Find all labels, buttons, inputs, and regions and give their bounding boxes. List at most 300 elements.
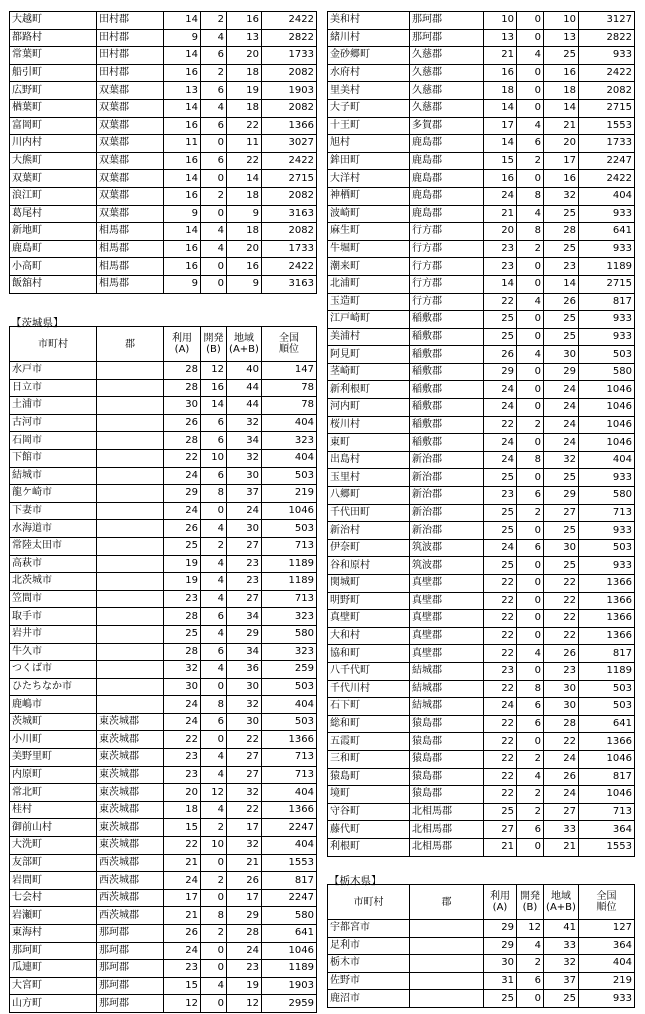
gun-cell: [97, 485, 164, 503]
riyo-cell: 25: [484, 504, 517, 522]
table-row: [10, 99, 317, 117]
riyo-cell: 16: [164, 258, 201, 276]
chiiki-cell: 16: [544, 64, 579, 82]
table-row: [328, 275, 635, 293]
rank-cell: 2422: [579, 170, 635, 188]
riyo-cell: 25: [484, 803, 517, 821]
riyo-cell: 20: [484, 223, 517, 241]
city-cell: 新利根町: [328, 381, 410, 399]
kaihatsu-cell: 6: [201, 467, 227, 485]
gun-cell: 稲敷郡: [410, 399, 484, 417]
chiiki-cell: 26: [544, 293, 579, 311]
riyo-cell: 16: [484, 64, 517, 82]
rank-cell: 503: [262, 713, 317, 731]
kaihatsu-cell: 0: [517, 381, 544, 399]
riyo-cell: 22: [484, 416, 517, 434]
riyo-cell: 22: [164, 449, 201, 467]
gun-cell: 双葉郡: [97, 170, 164, 188]
city-cell: 河内町: [328, 399, 410, 417]
city-cell: 七会村: [10, 889, 97, 907]
rank-cell: 1046: [579, 381, 635, 399]
rank-cell: 1553: [579, 838, 635, 856]
riyo-cell: 12: [164, 995, 201, 1013]
city-cell: 鹿嶋市: [10, 696, 97, 714]
gun-cell: 鹿島郡: [410, 170, 484, 188]
riyo-cell: 29: [164, 485, 201, 503]
riyo-cell: 23: [164, 960, 201, 978]
rank-cell: 404: [579, 955, 635, 973]
rank-cell: 404: [262, 784, 317, 802]
rank-cell: 503: [579, 680, 635, 698]
gun-cell: 久慈郡: [410, 99, 484, 117]
city-cell: 常葉町: [10, 47, 97, 65]
gun-cell: 猿島郡: [410, 733, 484, 751]
rank-cell: 1046: [579, 786, 635, 804]
chiiki-cell: 18: [227, 223, 262, 241]
riyo-cell: 22: [484, 733, 517, 751]
riyo-cell: 25: [164, 625, 201, 643]
riyo-cell: 16: [164, 187, 201, 205]
kaihatsu-cell: 8: [517, 680, 544, 698]
city-cell: 船引町: [10, 64, 97, 82]
kaihatsu-cell: 4: [201, 573, 227, 591]
riyo-cell: 15: [484, 152, 517, 170]
chiiki-cell: 24: [544, 399, 579, 417]
riyo-cell: 24: [484, 381, 517, 399]
rank-cell: 933: [579, 990, 635, 1008]
city-cell: 金砂郷町: [328, 47, 410, 65]
riyo-cell: 24: [484, 539, 517, 557]
table-row: [10, 467, 317, 485]
kaihatsu-cell: 4: [517, 47, 544, 65]
table-row: [328, 187, 635, 205]
city-cell: 玉里村: [328, 469, 410, 487]
table-row: [10, 432, 317, 450]
city-cell: 古河市: [10, 414, 97, 432]
kaihatsu-cell: 4: [201, 749, 227, 767]
tochigi-table: [327, 884, 635, 1008]
rank-cell: 2822: [262, 29, 317, 47]
city-cell: 明野町: [328, 592, 410, 610]
gun-cell: [97, 379, 164, 397]
city-cell: 麻生町: [328, 223, 410, 241]
rank-cell: 1733: [262, 47, 317, 65]
city-cell: 猿島町: [328, 768, 410, 786]
rank-cell: 713: [262, 537, 317, 555]
table-row: [328, 786, 635, 804]
gun-cell: 猿島郡: [410, 715, 484, 733]
chiiki-cell: 25: [544, 47, 579, 65]
chiiki-cell: 30: [544, 698, 579, 716]
table-row: [328, 698, 635, 716]
table-row: [328, 504, 635, 522]
gun-cell: [97, 608, 164, 626]
chiiki-cell: 19: [227, 977, 262, 995]
kaihatsu-cell: 0: [517, 662, 544, 680]
kaihatsu-cell: 6: [201, 152, 227, 170]
chiiki-cell: 18: [544, 82, 579, 100]
city-cell: 日立市: [10, 379, 97, 397]
riyo-cell: 24: [164, 942, 201, 960]
rank-cell: 219: [579, 972, 635, 990]
gun-cell: 田村郡: [97, 12, 164, 30]
chiiki-cell: 24: [544, 381, 579, 399]
table-row: [10, 590, 317, 608]
kaihatsu-cell: 0: [517, 733, 544, 751]
kaihatsu-cell: 2: [517, 750, 544, 768]
ibaraki-table-left: [9, 326, 317, 1013]
riyo-cell: 17: [484, 117, 517, 135]
gun-cell: 双葉郡: [97, 205, 164, 223]
city-cell: 関城町: [328, 575, 410, 593]
kaihatsu-cell: 2: [517, 504, 544, 522]
kaihatsu-cell: 6: [201, 82, 227, 100]
chiiki-cell: 28: [227, 925, 262, 943]
table-row: [328, 662, 635, 680]
riyo-cell: 18: [484, 82, 517, 100]
gun-cell: 真壁郡: [410, 575, 484, 593]
riyo-cell: 28: [164, 643, 201, 661]
table-row: [328, 223, 635, 241]
rank-cell: 2822: [579, 29, 635, 47]
chiiki-cell: 30: [544, 539, 579, 557]
kaihatsu-cell: 0: [517, 29, 544, 47]
chiiki-cell: 30: [544, 346, 579, 364]
chiiki-cell: 44: [227, 379, 262, 397]
table-row: [328, 346, 635, 364]
table-row: [328, 937, 635, 955]
kaihatsu-cell: 4: [201, 766, 227, 784]
city-cell: 岩井市: [10, 625, 97, 643]
kaihatsu-cell: 6: [517, 539, 544, 557]
rank-cell: 259: [262, 661, 317, 679]
gun-cell: 行方郡: [410, 275, 484, 293]
rank-cell: 580: [262, 907, 317, 925]
riyo-cell: 20: [164, 784, 201, 802]
city-cell: 友部町: [10, 854, 97, 872]
city-cell: 北茨城市: [10, 573, 97, 591]
city-cell: 牛堀町: [328, 240, 410, 258]
chiiki-cell: 32: [227, 414, 262, 432]
gun-cell: [410, 937, 484, 955]
rank-cell: 641: [579, 715, 635, 733]
riyo-cell: 22: [484, 293, 517, 311]
chiiki-cell: 20: [544, 135, 579, 153]
city-cell: 結城市: [10, 467, 97, 485]
rank-cell: 503: [579, 346, 635, 364]
table-row: [328, 399, 635, 417]
rank-cell: 1046: [579, 416, 635, 434]
gun-cell: [97, 362, 164, 380]
kaihatsu-cell: 4: [517, 346, 544, 364]
kaihatsu-cell: 6: [517, 135, 544, 153]
chiiki-cell: 41: [544, 920, 579, 938]
riyo-cell: 23: [484, 240, 517, 258]
city-cell: 桜川村: [328, 416, 410, 434]
kaihatsu-cell: 6: [201, 117, 227, 135]
gun-cell: 田村郡: [97, 29, 164, 47]
kaihatsu-cell: 8: [517, 451, 544, 469]
riyo-cell: 15: [164, 977, 201, 995]
chiiki-cell: 25: [544, 205, 579, 223]
gun-cell: 猿島郡: [410, 750, 484, 768]
kaihatsu-cell: 4: [201, 223, 227, 241]
kaihatsu-cell: 6: [201, 713, 227, 731]
chiiki-cell: 23: [544, 662, 579, 680]
chiiki-cell: 34: [227, 643, 262, 661]
rank-cell: 1366: [579, 592, 635, 610]
riyo-cell: 22: [484, 768, 517, 786]
rank-cell: 1366: [579, 733, 635, 751]
chiiki-cell: 22: [544, 627, 579, 645]
chiiki-cell: 28: [544, 223, 579, 241]
riyo-cell: 13: [164, 82, 201, 100]
chiiki-cell: 16: [227, 12, 262, 30]
gun-cell: 東茨城郡: [97, 819, 164, 837]
riyo-cell: 25: [484, 328, 517, 346]
kaihatsu-cell: 0: [201, 135, 227, 153]
gun-cell: 北相馬郡: [410, 838, 484, 856]
rank-cell: 3163: [262, 205, 317, 223]
header-kaihatsu: 開発 (B): [517, 885, 544, 920]
kaihatsu-cell: 6: [517, 698, 544, 716]
table-row: [10, 12, 317, 30]
table-row: [10, 397, 317, 415]
table-row: [328, 135, 635, 153]
gun-cell: 久慈郡: [410, 47, 484, 65]
kaihatsu-cell: 4: [201, 29, 227, 47]
riyo-cell: 9: [164, 29, 201, 47]
gun-cell: 稲敷郡: [410, 328, 484, 346]
gun-cell: 稲敷郡: [410, 416, 484, 434]
chiiki-cell: 25: [544, 990, 579, 1008]
chiiki-cell: 22: [544, 592, 579, 610]
rank-cell: 2422: [579, 64, 635, 82]
chiiki-cell: 32: [227, 784, 262, 802]
chiiki-cell: 24: [227, 502, 262, 520]
table-row: [10, 187, 317, 205]
riyo-cell: 24: [484, 451, 517, 469]
table-row: [10, 925, 317, 943]
table-row: [328, 487, 635, 505]
city-cell: 常北町: [10, 784, 97, 802]
gun-cell: 東茨城郡: [97, 766, 164, 784]
rank-cell: 364: [579, 821, 635, 839]
riyo-cell: 22: [484, 786, 517, 804]
chiiki-cell: 25: [544, 240, 579, 258]
riyo-cell: 21: [164, 854, 201, 872]
chiiki-cell: 34: [227, 432, 262, 450]
header-chiiki: 地域 (A+B): [227, 327, 262, 362]
kaihatsu-cell: 0: [517, 592, 544, 610]
chiiki-cell: 22: [227, 801, 262, 819]
city-cell: 東町: [328, 434, 410, 452]
riyo-cell: 30: [164, 678, 201, 696]
riyo-cell: 24: [484, 434, 517, 452]
table-row: [10, 82, 317, 100]
riyo-cell: 31: [484, 972, 517, 990]
kaihatsu-cell: 6: [201, 608, 227, 626]
chiiki-cell: 23: [227, 960, 262, 978]
gun-cell: [97, 449, 164, 467]
city-cell: 東海村: [10, 925, 97, 943]
kaihatsu-cell: 4: [517, 117, 544, 135]
rank-cell: 713: [262, 766, 317, 784]
chiiki-cell: 32: [227, 837, 262, 855]
chiiki-cell: 21: [544, 838, 579, 856]
gun-cell: 行方郡: [410, 258, 484, 276]
riyo-cell: 24: [484, 187, 517, 205]
chiiki-cell: 14: [544, 275, 579, 293]
rank-cell: 641: [579, 223, 635, 241]
table-row: [328, 955, 635, 973]
city-cell: 八郷町: [328, 487, 410, 505]
city-cell: 十王町: [328, 117, 410, 135]
riyo-cell: 23: [484, 662, 517, 680]
table-row: [10, 696, 317, 714]
table-row: [10, 801, 317, 819]
table-row: [328, 627, 635, 645]
kaihatsu-cell: 12: [201, 784, 227, 802]
chiiki-cell: 22: [544, 575, 579, 593]
table-row: [10, 258, 317, 276]
header-riyo: 利用 (A): [484, 885, 517, 920]
rank-cell: 404: [262, 449, 317, 467]
chiiki-cell: 16: [544, 170, 579, 188]
rank-cell: 1189: [262, 555, 317, 573]
rank-cell: 1903: [262, 82, 317, 100]
rank-cell: 2082: [262, 99, 317, 117]
city-cell: 鹿島町: [10, 240, 97, 258]
riyo-cell: 26: [484, 346, 517, 364]
city-cell: 川内村: [10, 135, 97, 153]
header-rank: 全国 順位: [262, 327, 317, 362]
kaihatsu-cell: 4: [517, 645, 544, 663]
gun-cell: 那珂郡: [97, 977, 164, 995]
rank-cell: 2247: [579, 152, 635, 170]
chiiki-cell: 34: [227, 608, 262, 626]
chiiki-cell: 21: [544, 117, 579, 135]
kaihatsu-cell: 0: [201, 995, 227, 1013]
rank-cell: 933: [579, 469, 635, 487]
table-row: [328, 152, 635, 170]
gun-cell: 真壁郡: [410, 610, 484, 628]
city-cell: 伊奈町: [328, 539, 410, 557]
rank-cell: 1189: [262, 960, 317, 978]
city-cell: ひたちなか市: [10, 678, 97, 696]
kaihatsu-cell: 0: [517, 990, 544, 1008]
kaihatsu-cell: 0: [201, 889, 227, 907]
table-row: [10, 749, 317, 767]
gun-cell: [410, 990, 484, 1008]
gun-cell: 行方郡: [410, 223, 484, 241]
chiiki-cell: 37: [227, 485, 262, 503]
gun-cell: 田村郡: [97, 64, 164, 82]
chiiki-cell: 20: [227, 47, 262, 65]
gun-cell: [97, 502, 164, 520]
chiiki-cell: 10: [544, 12, 579, 30]
city-cell: 潮来町: [328, 258, 410, 276]
chiiki-cell: 23: [227, 573, 262, 591]
table-row: [10, 678, 317, 696]
chiiki-cell: 19: [227, 82, 262, 100]
gun-cell: 東茨城郡: [97, 801, 164, 819]
riyo-cell: 14: [164, 99, 201, 117]
rank-cell: 1366: [262, 117, 317, 135]
rank-cell: 1189: [579, 662, 635, 680]
riyo-cell: 17: [164, 889, 201, 907]
chiiki-cell: 25: [544, 311, 579, 329]
city-cell: 下館市: [10, 449, 97, 467]
riyo-cell: 23: [484, 487, 517, 505]
city-cell: 北浦町: [328, 275, 410, 293]
chiiki-cell: 14: [227, 170, 262, 188]
table-row: [328, 838, 635, 856]
riyo-cell: 14: [164, 223, 201, 241]
rank-cell: 1046: [262, 942, 317, 960]
kaihatsu-cell: 6: [201, 643, 227, 661]
riyo-cell: 25: [484, 522, 517, 540]
kaihatsu-cell: 0: [201, 502, 227, 520]
riyo-cell: 9: [164, 205, 201, 223]
chiiki-cell: 32: [227, 449, 262, 467]
riyo-cell: 15: [164, 819, 201, 837]
city-cell: 葛尾村: [10, 205, 97, 223]
riyo-cell: 21: [484, 47, 517, 65]
rank-cell: 713: [262, 749, 317, 767]
city-cell: 谷和原村: [328, 557, 410, 575]
table-row: [328, 920, 635, 938]
kaihatsu-cell: 4: [201, 520, 227, 538]
riyo-cell: 16: [484, 170, 517, 188]
table-row: [328, 469, 635, 487]
gun-cell: 東茨城郡: [97, 837, 164, 855]
chiiki-cell: 14: [544, 99, 579, 117]
chiiki-cell: 27: [227, 749, 262, 767]
rank-cell: 713: [579, 803, 635, 821]
gun-cell: 新治郡: [410, 451, 484, 469]
kaihatsu-cell: 0: [517, 170, 544, 188]
gun-cell: 稲敷郡: [410, 311, 484, 329]
rank-cell: 1046: [262, 502, 317, 520]
ibaraki-rows-left: [10, 362, 317, 1013]
rank-cell: 933: [579, 522, 635, 540]
riyo-cell: 25: [484, 469, 517, 487]
chiiki-cell: 17: [227, 889, 262, 907]
rank-cell: 2082: [579, 82, 635, 100]
city-cell: 龍ケ崎市: [10, 485, 97, 503]
rank-cell: 503: [262, 467, 317, 485]
table-row: [10, 240, 317, 258]
rank-cell: 580: [262, 625, 317, 643]
table-row: [10, 907, 317, 925]
table-row: [328, 416, 635, 434]
table-row: [328, 575, 635, 593]
gun-cell: 結城郡: [410, 680, 484, 698]
kaihatsu-cell: 4: [517, 205, 544, 223]
table-row: [10, 537, 317, 555]
city-cell: 三和町: [328, 750, 410, 768]
rank-cell: 78: [262, 379, 317, 397]
tochigi-rows: [328, 920, 635, 1008]
fukushima-rows: [10, 12, 317, 294]
table-row: [10, 29, 317, 47]
riyo-cell: 23: [164, 749, 201, 767]
gun-cell: 久慈郡: [410, 82, 484, 100]
riyo-cell: 21: [164, 907, 201, 925]
gun-cell: 筑波郡: [410, 557, 484, 575]
kaihatsu-cell: 8: [201, 907, 227, 925]
